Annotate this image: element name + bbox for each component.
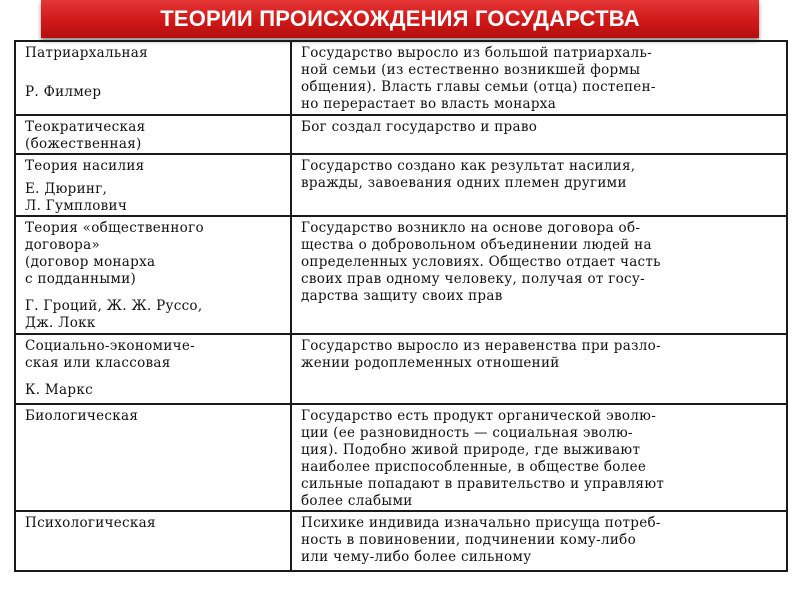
- theory-name: (божественная): [25, 136, 142, 152]
- description-line: Государство возникло на основе договора об-: [301, 220, 641, 236]
- description-line: ции (ее разновидность — социальная эволю-: [301, 425, 633, 441]
- theory-name-cell: [15, 154, 291, 216]
- theory-description-cell: [291, 334, 787, 404]
- description-line: Государство есть продукт органической эволю-: [301, 408, 657, 424]
- theory-description-cell: [291, 511, 787, 571]
- description-line: своих прав одному человеку, получая от госу-: [301, 271, 646, 287]
- theory-name: Теория «общественного: [25, 220, 204, 236]
- theory-name-cell: [15, 511, 291, 571]
- theory-name-cell: [15, 216, 291, 334]
- description-line: но перерастает во власть монарха: [301, 96, 557, 112]
- theory-author: Г. Гроций, Ж. Ж. Руссо,: [25, 298, 203, 314]
- theory-name-cell: [15, 41, 291, 115]
- theory-name: с подданными): [25, 271, 137, 287]
- description-line: общения). Власть главы семьи (отца) постепен-: [301, 79, 656, 95]
- description-line: Государство выросло из неравенства при разло-: [301, 338, 661, 354]
- description-line: определенных условиях. Общество отдает часть: [301, 254, 661, 270]
- theory-description-cell: [291, 216, 787, 334]
- description-line: дарства защиту своих прав: [301, 288, 503, 304]
- table-row: [15, 41, 787, 115]
- description-line: ность в повиновении, подчинении кому-либо: [301, 532, 637, 548]
- description-line: сильные попадают в правительство и управляют: [301, 476, 665, 492]
- description-line: наиболее приспособленные, в обществе более: [301, 459, 647, 475]
- description-line: ной семьи (из естественно возникшей формы: [301, 62, 641, 78]
- theory-author: Л. Гумплович: [25, 198, 128, 214]
- theory-name: ская или классовая: [25, 355, 171, 371]
- table-row: [15, 334, 787, 404]
- theory-author: Р. Филмер: [25, 84, 102, 100]
- table-row: [15, 404, 787, 511]
- theory-description-cell: [291, 404, 787, 511]
- description-line: Бог создал государство и право: [301, 119, 538, 135]
- theory-name: Биологическая: [25, 408, 139, 424]
- description-line: более слабыми: [301, 493, 413, 509]
- theory-author: Е. Дюринг,: [25, 181, 108, 197]
- description-line: жении родоплеменных отношений: [301, 355, 560, 371]
- description-line: вражды, завоевания одних племен другими: [301, 175, 627, 191]
- table-row: [15, 154, 787, 216]
- theory-description-cell: [291, 154, 787, 216]
- theory-name-cell: [15, 334, 291, 404]
- description-line: Психике индивида изначально присуща потреб-: [301, 515, 661, 531]
- theory-name: Патриархальная: [25, 45, 148, 61]
- theory-name: (договор монарха: [25, 254, 156, 270]
- description-line: Государство выросло из большой патриархаль-: [301, 45, 652, 61]
- table-row: [15, 115, 787, 154]
- table-row: [15, 511, 787, 571]
- description-line: Государство создано как результат насилия,: [301, 158, 636, 174]
- table-row: [15, 216, 787, 334]
- theory-name: Психологическая: [25, 515, 156, 531]
- theory-author: Дж. Локк: [25, 315, 96, 331]
- theory-name-cell: [15, 115, 291, 154]
- description-line: ция). Подобно живой природе, где выживают: [301, 442, 641, 458]
- description-line: щества о добровольном объединении людей на: [301, 237, 652, 253]
- title-banner: [41, 0, 759, 38]
- theory-description-cell: [291, 41, 787, 115]
- theory-name: договора»: [25, 237, 101, 253]
- theory-name: Теократическая: [25, 119, 146, 135]
- theory-author: К. Маркс: [25, 382, 93, 398]
- theory-name: Социально-экономиче-: [25, 338, 196, 354]
- description-line: или чему-либо более сильному: [301, 549, 532, 565]
- theories-table: [14, 40, 788, 572]
- theory-name: Теория насилия: [25, 158, 145, 174]
- theory-description-cell: [291, 115, 787, 154]
- page-title: ТЕОРИИ ПРОИСХОЖДЕНИЯ ГОСУДАРСТВА: [160, 6, 640, 31]
- theory-name-cell: [15, 404, 291, 511]
